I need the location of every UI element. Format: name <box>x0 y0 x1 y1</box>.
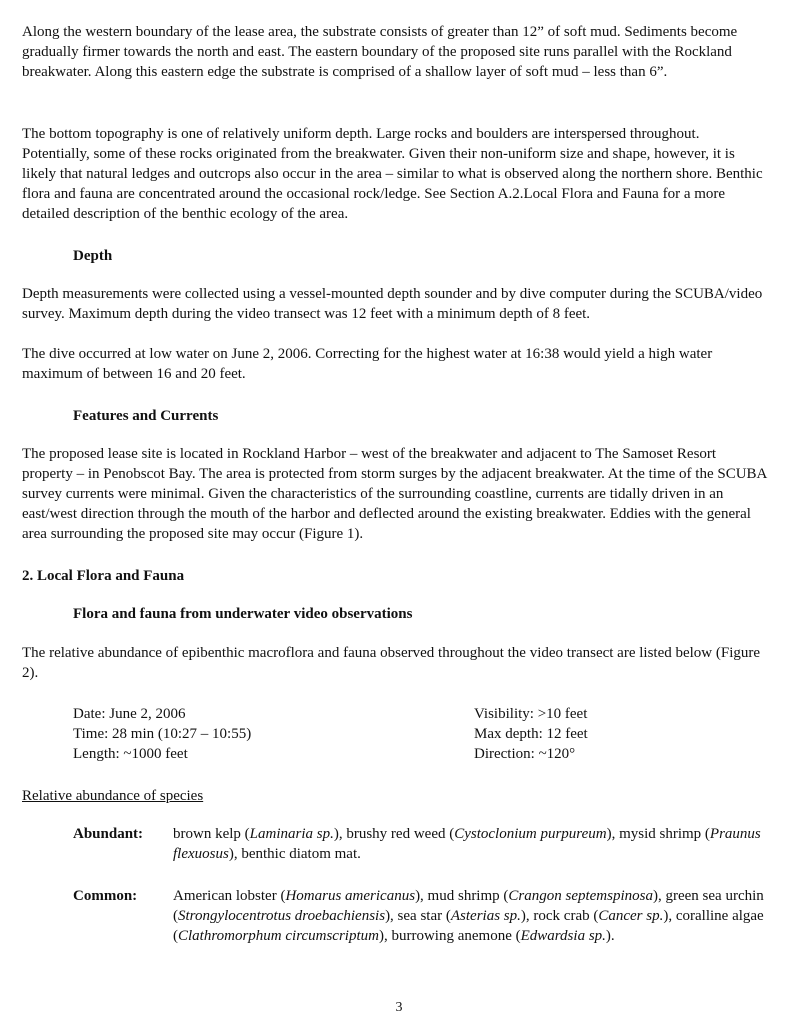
heading-local-flora-fauna: 2. Local Flora and Fauna <box>22 568 185 584</box>
common-label: Common: <box>73 888 138 904</box>
abundant-text: ), mysid shrimp ( <box>606 826 710 842</box>
abundant-species-name: Cystoclonium purpureum <box>454 826 607 842</box>
common-text: ), mud shrimp ( <box>415 888 509 904</box>
paragraph-lease-site: The proposed lease site is located in Rockland Harbor – west of the breakwater and adjacent to The Samoset Resort property – in Penobscot Bay. The area is protected from storm surges by the adjacent breakwater. At the time of the SCUBA survey currents were minimal. Given the characteristics of the surrounding coastline, currents are tidally driven in an east/west direction through the mouth of the harbor and deflected around the existing breakwater. Eddies with the general area surrounding the proposed site may occur (Figure 1). <box>22 446 767 542</box>
survey-direction: Direction: ~120° <box>474 746 576 762</box>
survey-max-depth: Max depth: 12 feet <box>474 726 588 742</box>
common-text: ), sea star ( <box>385 908 451 924</box>
survey-details-left <box>73 704 251 764</box>
survey-date: Date: June 2, 2006 <box>73 706 186 722</box>
abundant-text: ), benthic diatom mat. <box>228 846 361 862</box>
abundant-species-name: Praunus flexuosus <box>173 826 761 862</box>
paragraph-topography: The bottom topography is one of relatively uniform depth. Large rocks and boulders are interspersed throughout. Potentially, some of these rocks originated from the breakwater. Given their non-uniform size and shape, however, it is likely that natural ledges and outcrops also occur in the area – similar to what is observed along the northern shore. Benthic flora and fauna are concentrated around the occasional rock/ledge. See Section A.2.Local Flora and Fauna for a more detailed description of the benthic ecology of the area. <box>22 126 763 222</box>
common-species-name: Crangon septemspinosa <box>508 888 653 904</box>
abundant-text: brown kelp ( <box>173 826 250 842</box>
common-species-name: Edwardsia sp. <box>520 928 606 944</box>
abundant-label: Abundant: <box>73 826 144 842</box>
common-species-list <box>173 886 773 946</box>
common-species-name: Homarus americanus <box>285 888 416 904</box>
common-text: American lobster ( <box>173 888 286 904</box>
common-text: ), coralline algae ( <box>173 908 764 944</box>
survey-length: Length: ~1000 feet <box>73 746 188 762</box>
heading-video-observations: Flora and fauna from underwater video observations <box>73 606 413 622</box>
survey-visibility: Visibility: >10 feet <box>474 706 588 722</box>
heading-features-currents: Features and Currents <box>73 408 219 424</box>
common-species-name: Asterias sp. <box>450 908 521 924</box>
abundant-text: ), brushy red weed ( <box>333 826 455 842</box>
survey-time: Time: 28 min (10:27 – 10:55) <box>73 726 252 742</box>
heading-depth: Depth <box>73 248 113 264</box>
common-text: ). <box>605 928 615 944</box>
abundant-species-list <box>173 824 773 864</box>
paragraph-substrate: Along the western boundary of the lease area, the substrate consists of greater than 12” of soft mud. Sediments become gradually firmer towards the north and east. The eastern boundary of the proposed site runs parallel with the Rockland breakwater. Along this eastern edge the substrate is comprised of a shallow layer of soft mud – less than 6”. <box>22 24 738 80</box>
page-number: 3 <box>395 1000 403 1015</box>
heading-relative-abundance: Relative abundance of species <box>22 788 204 804</box>
common-text: ), rock crab ( <box>520 908 599 924</box>
paragraph-dive-timing: The dive occurred at low water on June 2, 2006. Correcting for the highest water at 16:38 would yield a high water maximum of between 16 and 20 feet. <box>22 346 713 382</box>
common-species-name: Strongylocentrotus droebachiensis <box>178 908 386 924</box>
abundant-species-name: Laminaria sp. <box>249 826 334 842</box>
paragraph-depth-measurements: Depth measurements were collected using a vessel-mounted depth sounder and by dive computer during the SCUBA/video survey. Maximum depth during the video transect was 12 feet with a minimum depth of 8 feet. <box>22 286 763 322</box>
paragraph-relative-abundance-intro: The relative abundance of epibenthic macroflora and fauna observed throughout the video transect are listed below (Figure 2). <box>22 645 761 681</box>
common-text: ), green sea urchin ( <box>173 888 764 924</box>
common-species-name: Clathromorphum circumscriptum <box>178 928 379 944</box>
common-species-name: Cancer sp. <box>598 908 664 924</box>
common-text: ), burrowing anemone ( <box>378 928 521 944</box>
survey-details-right <box>474 704 588 764</box>
